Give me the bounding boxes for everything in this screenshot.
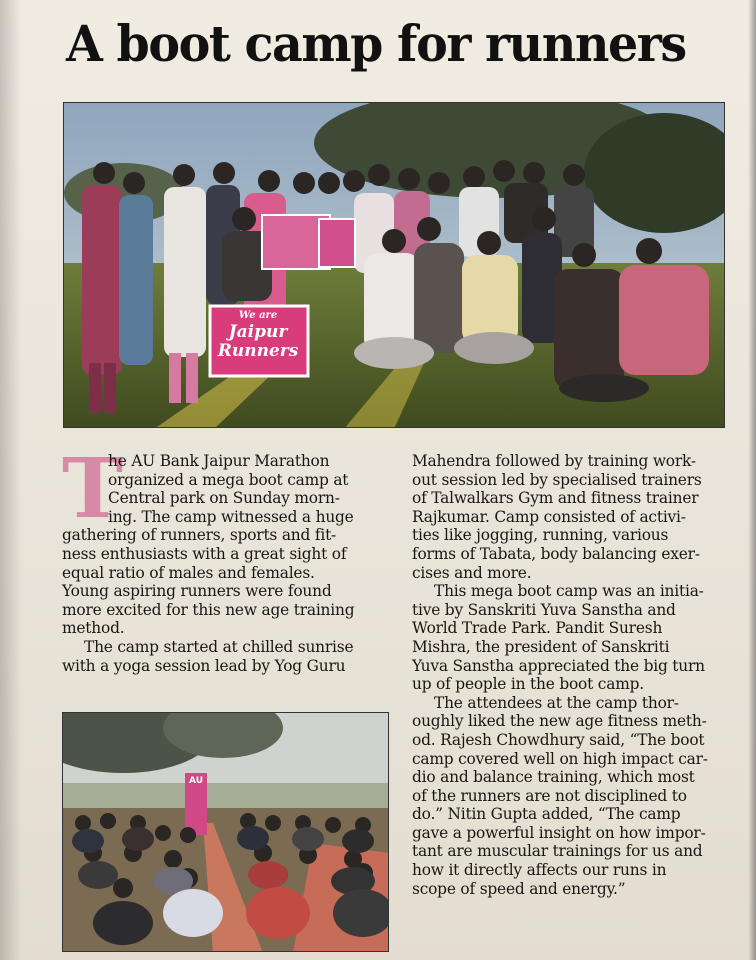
text-line: of Talwalkars Gym and fitness trainer <box>412 489 699 508</box>
text-line: dio and balance training, which most <box>412 768 695 787</box>
article-column-right <box>412 452 742 898</box>
text-line: organized a mega boot camp at <box>108 470 349 489</box>
au-banner-text: AU <box>189 776 203 786</box>
banner-line-1: We are <box>238 310 278 321</box>
text-line: This mega boot camp was an initia- <box>434 582 704 601</box>
text-line: Yuva Sanstha appreciated the big turn <box>412 656 705 675</box>
text-line: gave a powerful insight on how impor- <box>412 823 706 842</box>
text-line: forms of Tabata, body balancing exer- <box>412 544 700 563</box>
text-line: of the runners are not disciplined to <box>412 786 687 805</box>
text-line: ness enthusiasts with a great sight of <box>62 544 347 563</box>
page-left-shadow <box>0 0 22 960</box>
text-line: equal ratio of males and females. <box>62 563 315 582</box>
text-line: od. Rajesh Chowdhury said, “The boot <box>412 730 705 749</box>
text-line: Central park on Sunday morn- <box>108 489 340 508</box>
text-line: oughly liked the new age fitness meth- <box>412 712 707 731</box>
text-line: The camp started at chilled sunrise <box>84 637 354 656</box>
headline: A boot camp for runners <box>66 14 686 73</box>
text-line: method. <box>62 619 125 638</box>
yoga-session-photo <box>62 712 389 952</box>
text-line: tive by Sanskriti Yuva Sanstha and <box>412 600 676 619</box>
text-line: Mishra, the president of Sanskriti <box>412 637 670 656</box>
text-line: up of people in the boot camp. <box>412 675 644 694</box>
text-line: gathering of runners, sports and fit- <box>62 526 337 545</box>
text-line: Mahendra followed by training work- <box>412 452 696 470</box>
text-line: how it directly affects our runs in <box>412 861 667 880</box>
text-line: Rajkumar. Camp consisted of activi- <box>412 507 686 526</box>
banner-line-2: Jaipur <box>228 322 288 342</box>
text-line: ing. The camp witnessed a huge <box>108 507 354 526</box>
text-line: with a yoga session lead by Yog Guru <box>62 656 346 675</box>
text-line: The attendees at the camp thor- <box>434 693 679 712</box>
text-line: scope of speed and energy.” <box>412 879 626 898</box>
banner-line-3: Runners <box>217 341 299 361</box>
text-line: do.” Nitin Gupta added, “The camp <box>412 805 681 824</box>
article-column-left <box>62 441 392 675</box>
yoga-photo-illustration <box>63 713 389 952</box>
banner-text <box>209 309 307 379</box>
text-line: camp covered well on high impact car- <box>412 749 708 768</box>
text-line: he AU Bank Jaipur Marathon <box>108 452 330 470</box>
text-line: Young aspiring runners were found <box>62 582 332 601</box>
group-photo-illustration <box>64 103 725 428</box>
page-right-edge <box>748 0 756 960</box>
text-line: cises and more. <box>412 563 532 582</box>
drop-cap: T <box>62 441 124 537</box>
group-photo <box>63 102 725 428</box>
text-line: World Trade Park. Pandit Suresh <box>412 619 663 638</box>
text-line: tant are muscular trainings for us and <box>412 842 703 861</box>
text-line: more excited for this new age training <box>62 600 355 619</box>
text-line: out session led by specialised trainers <box>412 470 702 489</box>
text-line: ties like jogging, running, various <box>412 526 669 545</box>
